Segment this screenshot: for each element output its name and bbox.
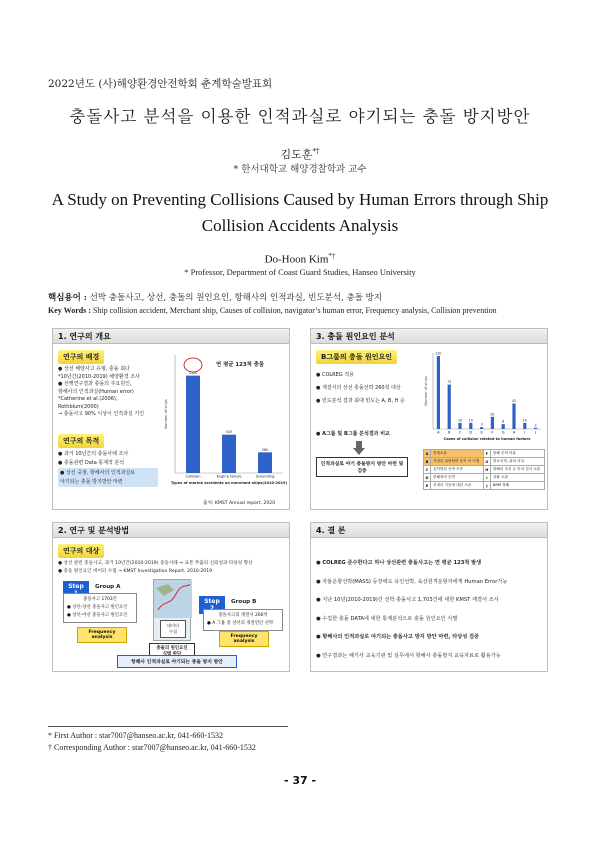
x-tick-label: G [501, 430, 505, 435]
step2-badge: Step [199, 596, 225, 614]
author-korean-name: 김도훈 [280, 148, 313, 161]
group-a-label: Group A [95, 584, 121, 590]
bar [222, 435, 236, 473]
legend-row [424, 466, 545, 474]
bar [523, 423, 526, 429]
list-item: ● 과거 10년간의 충돌사례 조사 [58, 451, 129, 457]
list-item: ● 상선 관련 충돌사고, 과거 10년간(2010-2019) 충돌사례 ⇒ 표본 추출의 신뢰성과 타당성 향상 [58, 561, 253, 566]
legend-code: H [485, 467, 489, 472]
arrow-down-icon [353, 441, 365, 455]
legend-text: 유덕발된 선박 조종 [431, 466, 484, 474]
list-item: ● 충돌관련 Data 통계적 분석 [58, 459, 125, 466]
page-number: - 37 - [283, 774, 317, 787]
section-head-background: 연구의 배경 [58, 350, 104, 364]
x-tick-label: J [535, 430, 537, 435]
list-item: ● COLREG 적용 [316, 372, 354, 378]
y-axis-label: Number of ships [424, 376, 428, 406]
list-item: *Catherine et al.(2006), Rothblum(2000) [58, 396, 118, 410]
bar-value-label: 73 [447, 380, 452, 385]
panel-conclusion [310, 522, 548, 672]
bar [512, 403, 515, 429]
legend-text: 적절한 피항협력 동작 미 이행 [431, 458, 484, 466]
chart-annotation: 연 평균 123척 충돌 [216, 362, 265, 368]
list-item: ● 상선-상선 충돌사고 원인요인 [67, 605, 128, 610]
legend-text: 항로선정, 위치 과실 [490, 458, 544, 466]
keywords-korean-text: 선박 충돌사고, 상선, 충돌의 원인요인, 항해사의 인적과실, 빈도분석, 충돌 방지 [89, 293, 383, 303]
legend-code: E [424, 482, 431, 490]
panel-method [52, 522, 290, 672]
highlight-circle [184, 358, 202, 372]
y-axis-label: Number of ships [164, 399, 168, 429]
bar-value-label: 520 [225, 430, 233, 435]
legend-text: BRM 정해 [490, 482, 544, 490]
bar-value-label: 42 [511, 398, 517, 403]
x-tick-label: I [524, 430, 526, 435]
legend-code: F [483, 450, 490, 458]
frequency-analysis-a: Frequency analysis [77, 627, 127, 643]
bar-value-label: 10 [468, 418, 473, 423]
list-item: ● 재결서의 상선 충돌선박 260척 대상 [316, 385, 401, 391]
group-b-box [203, 609, 283, 631]
frequency-analysis-b: Frequency analysis [219, 631, 269, 647]
x-tick-label: Grounding [255, 474, 275, 479]
panel-research-overview [52, 328, 290, 510]
legend-row [424, 482, 545, 490]
title-english-line1: A Study on Preventing Collisions Caused by Human Errors through Ship [51, 190, 549, 209]
footnote-divider [48, 726, 288, 727]
legend-row [424, 474, 545, 482]
map-icon [154, 580, 192, 618]
bar [480, 427, 483, 429]
x-tick-label: H [512, 430, 516, 435]
group-a-title: 충돌사고 1703건 [83, 597, 117, 602]
list-item-highlight [58, 468, 158, 487]
section-head-target: 연구의 대상 [58, 544, 104, 558]
panel-title: 2. 연구 및 분석방법 [53, 523, 289, 538]
bar-value-label: 3 [480, 422, 483, 427]
keywords-english [48, 306, 497, 315]
bar [258, 452, 272, 473]
list-item: ● 선행연구결과 충돌의 주요원인, [58, 381, 132, 387]
keywords-korean-label: 핵심용어 : [48, 293, 87, 303]
author-english-name: Do-Hoon Kim [264, 253, 329, 266]
list-item: ● 빈도분석 결과 최대 빈도는 A, B, H 순 [316, 398, 405, 404]
x-tick-label: Collision [185, 474, 201, 479]
target-list [58, 560, 288, 576]
title-korean: 충돌사고 분석을 이용한 인적과실로 야기되는 충돌 방지방안 [69, 107, 531, 126]
panel-title: 4. 결 론 [311, 523, 547, 538]
legend-code: J [483, 482, 490, 490]
list-item: ● 연구결과는 해기사 교육기관 및 실무에서 항해사 충돌방지 교육자료로 활용가능 [316, 652, 501, 659]
bar [186, 376, 200, 473]
keywords-english-label: Key Words : [48, 306, 91, 315]
list-item: ● 상선 해양사고 유형, 충돌 최다 [58, 366, 130, 372]
legend-text: 선내의 기동에 대한 오판 [431, 482, 484, 490]
legend-code: B [424, 458, 431, 466]
legend-code: I [483, 474, 490, 482]
list-item: ● 지난 10년(2010-2019)간 선박 충돌사고 1,703건에 대한 KMST 재결서 조사 [316, 597, 499, 603]
chart-source: 출처: KMST Annual report, 2020 [203, 501, 276, 506]
bar-value-label: 10 [522, 418, 527, 423]
section-head-purpose: 연구의 목적 [58, 434, 104, 448]
list-item: ● 상선 중점, 항해사의 인적과실로 [60, 470, 136, 476]
accident-types-chart [163, 347, 287, 497]
legend-text: 견계소홀 [431, 450, 484, 458]
bar [437, 356, 440, 429]
list-item: ● 수집한 충돌 DATA에 대한 통계분석으로 충돌 원인요인 식별 [316, 615, 458, 622]
result-box: 인적과실로 야기 충돌방지 방안 마련 및 검증 [316, 457, 408, 477]
bar [491, 417, 494, 429]
legend-text: 항해의 조건 등 미처 검사 소홀 [490, 466, 544, 474]
keywords-english-text: Ship collision accident, Merchant ship, Causes of collision, navigator’s human error, Frequency analysis, Collision prevention [92, 306, 497, 315]
x-axis-label: Cases of collision related to human factors [443, 437, 531, 442]
legend-code: A [424, 450, 431, 458]
author-english [0, 252, 600, 266]
step1-badge: Step [63, 581, 89, 599]
cause-frequency-chart [423, 347, 545, 447]
prevention-plan-box: 항해사 인적과실로 야기되는 충돌 방지 방안 [117, 655, 237, 668]
bar [448, 385, 451, 429]
legend-text: 항해 준비 미흡 [490, 450, 544, 458]
bar-value-label: 1320 [188, 371, 198, 376]
legend-row [424, 450, 545, 458]
purpose-list [58, 450, 158, 487]
group-a-box [63, 593, 137, 623]
x-tick-label: A [437, 430, 440, 435]
x-tick-label: E [480, 430, 483, 435]
list-item: ● 항해사의 인적과실로 야기되는 충돌사고 방지 방안 마련, 타당성 검증 [316, 634, 480, 640]
list-item: ● 충돌 원인요인 데이터 수집 → KMST Investigation Report, 2010-2019 [58, 569, 213, 574]
x-tick-label: Engine failure [216, 474, 242, 479]
report-thumbnail [153, 579, 191, 641]
title-english [40, 187, 560, 239]
author-korean [0, 146, 600, 162]
list-item: ● A 그룹 중 상선의 재결연안 선박 [207, 621, 274, 626]
x-tick-label: F [491, 430, 494, 435]
panel-cause-analysis [310, 328, 548, 510]
group-b-label: Group B [231, 599, 257, 605]
x-axis-label: Types of marine accidents on merchant ships(2010-2019) [170, 481, 287, 486]
list-item: → 충돌사고 90% 이상이 인적과실 기인 [58, 411, 145, 417]
conference-name: 2022년도 (사)해양환경안전학회 춘계학술발표회 [48, 78, 273, 90]
group-b-list [316, 369, 431, 408]
bar-value-label: 10 [457, 418, 463, 423]
background-list [58, 366, 158, 419]
bar-value-label: 120 [435, 351, 442, 356]
keywords-korean [48, 291, 382, 303]
main-cause-box: 충돌의 원인요인 [149, 643, 195, 661]
bar [458, 423, 461, 429]
legend-grid [423, 449, 545, 490]
x-tick-label: B [447, 430, 451, 435]
bar-value-label: 2 [534, 423, 537, 428]
footnote-corresponding-author: † Corresponding Author : star7007@hanseo.ac.kr, 041-660-1532 [48, 743, 256, 752]
panel-title: 1. 연구의 개요 [53, 329, 289, 344]
group-b-title: 충돌사고의 재결서 260척 [218, 613, 268, 618]
list-item: ● 상선-어선 충돌사고 원인요인 [67, 613, 128, 618]
affiliation-english: * Professor, Department of Coast Guard Studies, Hanseo University [184, 267, 416, 277]
bar-value-label: 8 [502, 419, 505, 424]
affiliation-korean: * 한서대학교 해양경찰학과 교수 [233, 164, 367, 175]
legend-code: D [424, 474, 431, 482]
bar [534, 428, 537, 429]
legend-row [424, 458, 545, 466]
legend-table [423, 449, 545, 490]
footnote-first-author: * First Author : star7007@hanseo.ac.kr, 041-660-1532 [48, 731, 224, 740]
bar-value-label: 20 [490, 412, 495, 417]
section-head-group-b: B그룹의 충돌 원인요인 [316, 350, 397, 364]
author-english-mark: *† [328, 252, 336, 260]
list-item: ● COLREG 준수한다고 하나 상선관련 충돌사고는 연 평균 123척 발생 [316, 560, 482, 566]
title-english-line2: Collision Accidents Analysis [201, 216, 399, 235]
conclusion-list [316, 554, 546, 665]
x-tick-label: C [458, 430, 462, 435]
bar [469, 423, 472, 429]
legend-text: 항해장비 운반 [431, 474, 484, 482]
panel-title: 3. 충돌 원인요인 분석 [311, 329, 547, 344]
legend-code: C [424, 466, 431, 474]
legend-code: G [483, 458, 490, 466]
data-collect-label: 데이터 수집 [160, 620, 186, 638]
list-item: ● 자율운항선박(MASS) 등장에도 유인선박, 육상원격운항자에게 Human Error가능 [316, 578, 508, 585]
bar-value-label: 280 [261, 447, 269, 452]
legend-text: 상황 오판 [490, 474, 544, 482]
author-korean-mark: *† [312, 147, 320, 156]
comparison-item: ● A그룹 및 B그룹 분석결과 비교 [316, 431, 390, 437]
bar [502, 424, 505, 429]
list-item: 야기되는 충돌 방지방안 마련 [60, 478, 123, 485]
x-tick-label: D [469, 430, 473, 435]
list-item: 항해사의 인적과실(Human error) [58, 388, 134, 395]
list-item: *10년간(2010-2019) 해양환경 조사 [58, 373, 140, 380]
